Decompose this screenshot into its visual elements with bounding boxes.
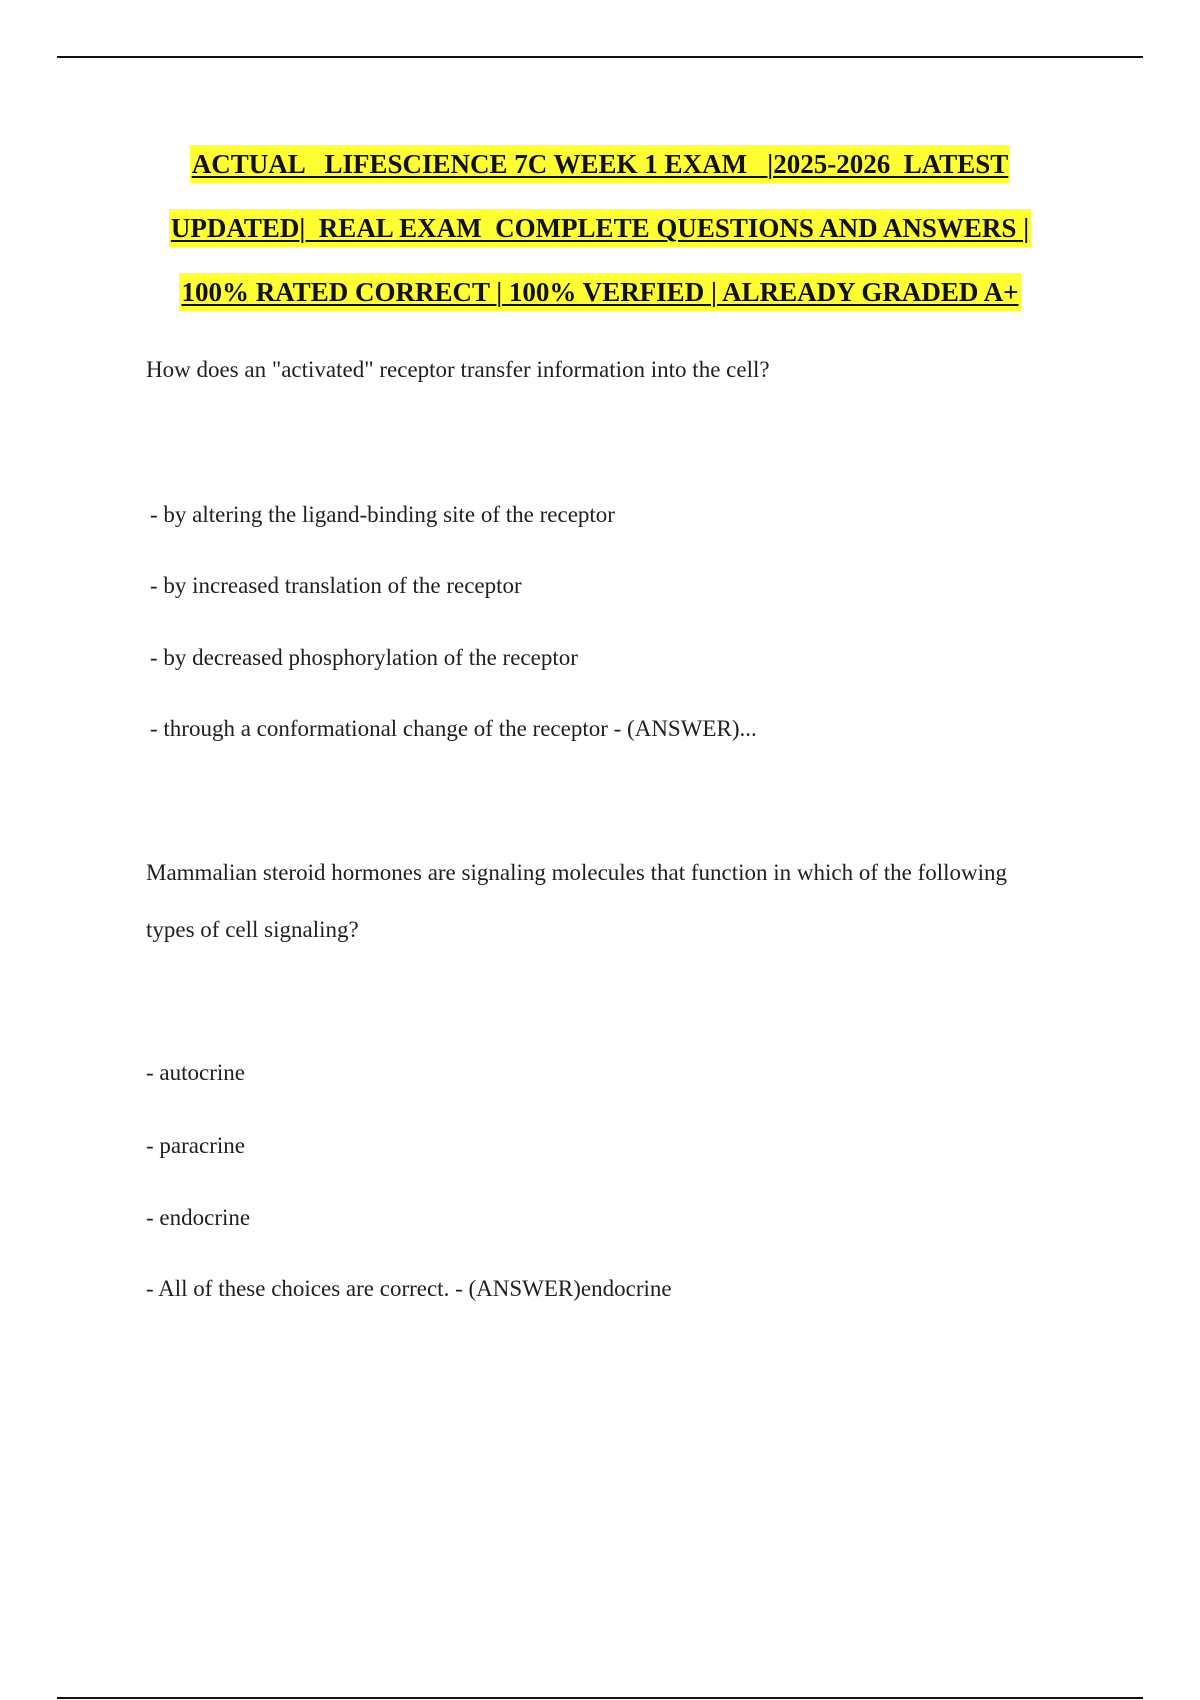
question-1-option-1: - by altering the ligand-binding site of the receptor <box>150 502 615 527</box>
question-2-prompt-line-2: types of cell signaling? <box>146 917 359 942</box>
title-line-2: UPDATED| REAL EXAM COMPLETE QUESTIONS AND ANSWERS | <box>0 204 1200 268</box>
header-rule <box>57 56 1143 58</box>
question-2-option-3: - endocrine <box>146 1205 251 1230</box>
footer-rule <box>57 1697 1143 1699</box>
title-line-3: 100% RATED CORRECT | 100% VERFIED | ALREADY GRADED A+ <box>0 268 1200 332</box>
question-1-option-3: - by decreased phosphorylation of the receptor <box>150 645 578 670</box>
title-line-1: ACTUAL LIFESCIENCE 7C WEEK 1 EXAM |2025-2026 LATEST <box>0 140 1200 204</box>
question-2-option-1: - autocrine <box>146 1060 245 1085</box>
question-2-option-4: - All of these choices are correct. - (ANSWER)endocrine <box>146 1276 672 1301</box>
question-1-option-4: - through a conformational change of the receptor - (ANSWER)... <box>150 716 757 741</box>
question-1-option-2: - by increased translation of the receptor <box>150 573 522 598</box>
document-title <box>0 140 1200 332</box>
question-1-prompt: How does an "activated" receptor transfer information into the cell? <box>146 357 770 382</box>
question-2-option-2: - paracrine <box>146 1133 245 1158</box>
question-2-prompt-line-1: Mammalian steroid hormones are signaling molecules that function in which of the following <box>146 860 1008 885</box>
